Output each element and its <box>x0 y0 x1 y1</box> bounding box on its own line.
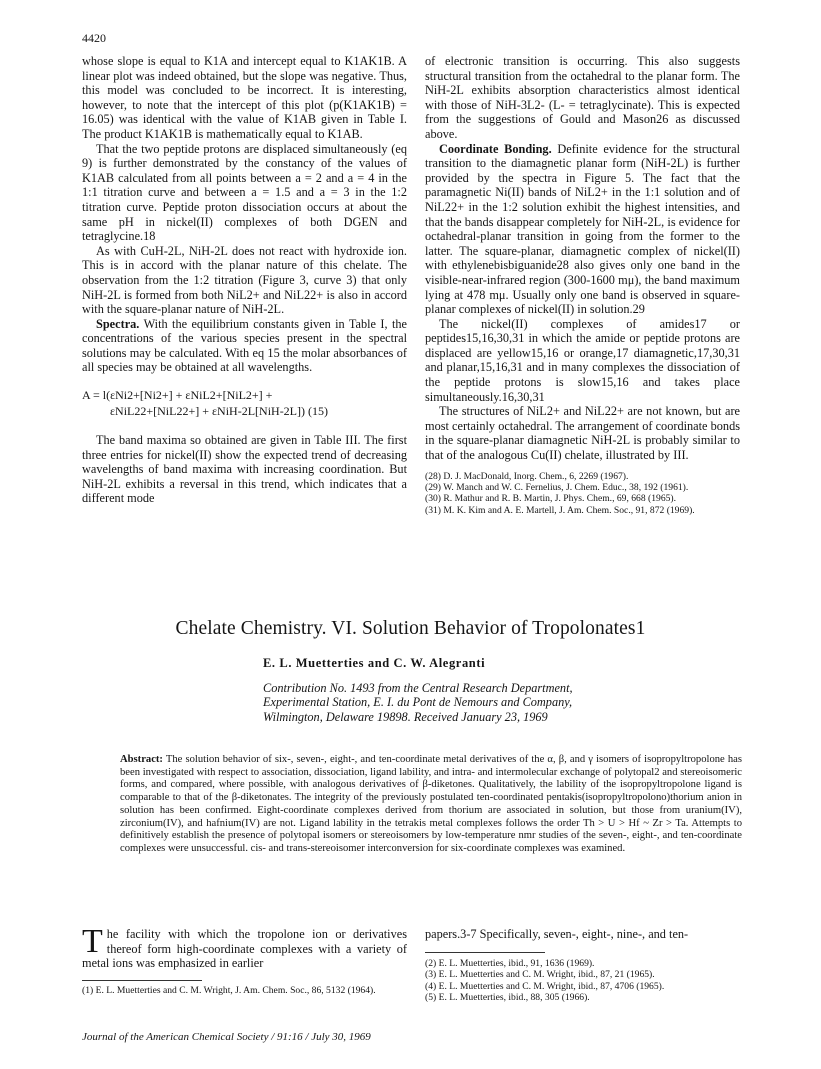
equation-line: εNiL22+[NiL22+] + εNiH-2L[NiH-2L]) (15) <box>110 404 329 419</box>
footnote-rule <box>425 952 545 953</box>
equation-15 <box>82 387 407 419</box>
references <box>425 471 740 517</box>
footnote-rule <box>82 980 202 981</box>
footnote: (5) E. L. Muetterties, ibid., 88, 305 (1966). <box>425 992 590 1004</box>
paragraph: That the two peptide protons are displaced simultaneously (eq 9) is further demonstrated by the constancy of the values of K1AB calculated from all points between a = 2 and a = 4 in the 1:1 titration curve and between a = 1.5 and a = 3 in the 1:2 titration curve. Peptide proton dissociation occurs at about the same pH in nickel(II) complexes of both DGEN and tetraglycine.18 <box>82 141 407 244</box>
paragraph: The nickel(II) complexes of amides17 or peptides15,16,30,31 in which the amide or peptide protons are displaced are yellow15,16 or orange,17 diamagnetic,17,30,31 and planar,15,16,31 and in many complexes the dissociation of the peptide protons is slow15,16 and takes place simultaneously.16,30,31 <box>425 316 740 404</box>
authors: E. L. Muetterties and C. W. Alegranti <box>263 656 486 670</box>
intro-continued: papers.3-7 Specifically, seven-, eight-, nine-, and ten- <box>425 927 689 941</box>
paragraph: Spectra. With the equilibrium constants given in Table I, the concentrations of the various species present in the spectral solutions may be calculated. With eq 15 the molar absorbances of all species may be obtained at all wavelengths. <box>82 316 408 375</box>
abstract-text: The solution behavior of six-, seven-, eight-, and ten-coordinate metal derivatives of the α, β, and γ isomers of isopropyltropolone has been investigated with respect to association, dissociation, ligand lability, and intra- and intermolecular exchange of polytopal2 and stereoisomeric forms, and compared, where possible, with analogous derivatives of β-diketones. Qualitatively, the lability of the isopropyltropolone ligand is comparable to that of the β-diketonates. The integrity of the previously postulated ten-coordinated pentakis(isopropyltropolono)thorium anion in solution has been confirmed. Eight-coordinate complexes derived from thorium are associated in solution, but those from uranium(IV), zirconium(IV), and hafnium(IV) are not. Ligand lability in the tetrakis metal complexes follows the order Th > U > Hf ~ Zr > Ta. Attempts to definitively establish the presence of polytopal isomers or stereoisomers by low-temperature nmr studies of the seven-, eight-, and ten-coordinate complexes were unsuccessful. cis- and trans-stereoisomer interconversion for six-coordinate complexes was examined. <box>120 754 742 854</box>
paragraph: Coordinate Bonding. Definite evidence for the structural transition to the diamagnetic planar form (NiH-2L) is further provided by the spectra in Figure 5. The fact that the paramagnetic Ni(II) bands of NiL2+ in the 1:1 solution and of NiL22+ in the 1:2 solution exhibit the highest intensities, and that the bands disappear completely for NiH-2L, is evidence for octahedral-planar transition in going from the former to the latter. The square-planar, diamagnetic complex of nickel(II) with ethylenebisbiguanide28 also gives only one band in the visible-near-infrared region (300-1600 mμ), the band maximum lying at 478 mμ. Usually only one band is observed in square-planar complexes of nickel(II) in solution.29 <box>425 141 740 317</box>
paragraph: whose slope is equal to K1A and intercept equal to K1AK1B. A linear plot was indeed obtained, but the slope was negative. Thus, this model was concluded to be incorrect. It is interesting, however, to note that the intercept of this plot (p(K1AK1B) = 16.05) was identical with the value of K1AB given in Table I. The product K1AK1B is mathematically equal to K1AB. <box>82 54 407 141</box>
footnotes-right <box>425 958 740 1004</box>
article-title: Chelate Chemistry. VI. Solution Behavior of Tropolonates1 <box>175 618 646 639</box>
abstract-label: Abstract: <box>120 754 163 765</box>
section-heading: Coordinate Bonding. <box>439 141 552 156</box>
journal-footer: Journal of the American Chemical Society / 91:16 / July 30, 1969 <box>82 1031 371 1043</box>
paragraph: The band maxima so obtained are given in Table III. The first three entries for nickel(II) show the expected trend of decreasing wavelengths of band maxima with increasing coordination. But NiH-2L exhibits a reversal in this trend, which indicates that a different mode <box>82 433 407 506</box>
paragraph: The structures of NiL2+ and NiL22+ are not known, but are most certainly octahedral. The arrangement of coordinate bonds in the square-planar diamagnetic NiH-2L is probably similar to that of the analogous Cu(II) chelate, illustrated by III. <box>425 404 740 463</box>
equation-line: A = l(εNi2+[Ni2+] + εNiL2+[NiL2+] + <box>82 388 273 403</box>
affiliation: Contribution No. 1493 from the Central Research Department, Experimental Station, E. I. du Pont de Nemours and Company, Wilmington, Delaware 19898. Received January 23, 1969 <box>263 681 573 724</box>
footnote: (1) E. L. Muetterties and C. M. Wright, J. Am. Chem. Soc., 86, 5132 (1964). <box>82 985 376 996</box>
paragraph: As with CuH-2L, NiH-2L does not react with hydroxide ion. This is in accord with the planar nature of this chelate. The observation from the 1:2 titration (Figure 3, curve 3) that only NiH-2L is formed from both NiL2+ and NiL22+ is also in accord with the square-planar nature of NiH-2L. <box>82 243 407 317</box>
page-number: 4420 <box>82 31 106 45</box>
section-heading: Spectra. <box>96 316 140 331</box>
reference: (30) R. Mathur and R. B. Martin, J. Phys. Chem., 69, 668 (1965). <box>425 493 677 505</box>
drop-cap: T <box>82 923 103 960</box>
equation-number: (15) <box>308 404 329 419</box>
footnote: (3) E. L. Muetterties and C. M. Wright, ibid., 87, 21 (1965). <box>425 969 655 981</box>
reference: (31) M. K. Kim and A. E. Martell, J. Am. Chem. Soc., 91, 872 (1969). <box>425 504 695 516</box>
right-column <box>425 54 740 516</box>
footnote: (2) E. L. Muetterties, ibid., 91, 1636 (1969). <box>425 958 595 969</box>
footnotes-left <box>82 985 407 996</box>
paragraph: of electronic transition is occurring. This also suggests structural transition from the octahedral to the planar form. The NiH-2L exhibits absorption characteristics almost identical with those of NiH-3L2- (L- = tetraglycinate). This is expected from the suggestions of Gould and Mason26 as discussed above. <box>425 54 740 141</box>
reference: (28) D. J. MacDonald, Inorg. Chem., 6, 2269 (1967). <box>425 470 629 482</box>
abstract <box>120 754 742 856</box>
intro-paragraph: The facility with which the tropolone ion or derivatives thereof form high-coordinate complexes with a variety of metal ions was emphasized in earlier <box>82 923 407 971</box>
left-column <box>82 54 407 506</box>
footnote: (4) E. L. Muetterties and C. M. Wright, ibid., 87, 4706 (1965). <box>425 980 665 992</box>
reference: (29) W. Manch and W. C. Fernelius, J. Chem. Educ., 38, 192 (1961). <box>425 482 689 494</box>
